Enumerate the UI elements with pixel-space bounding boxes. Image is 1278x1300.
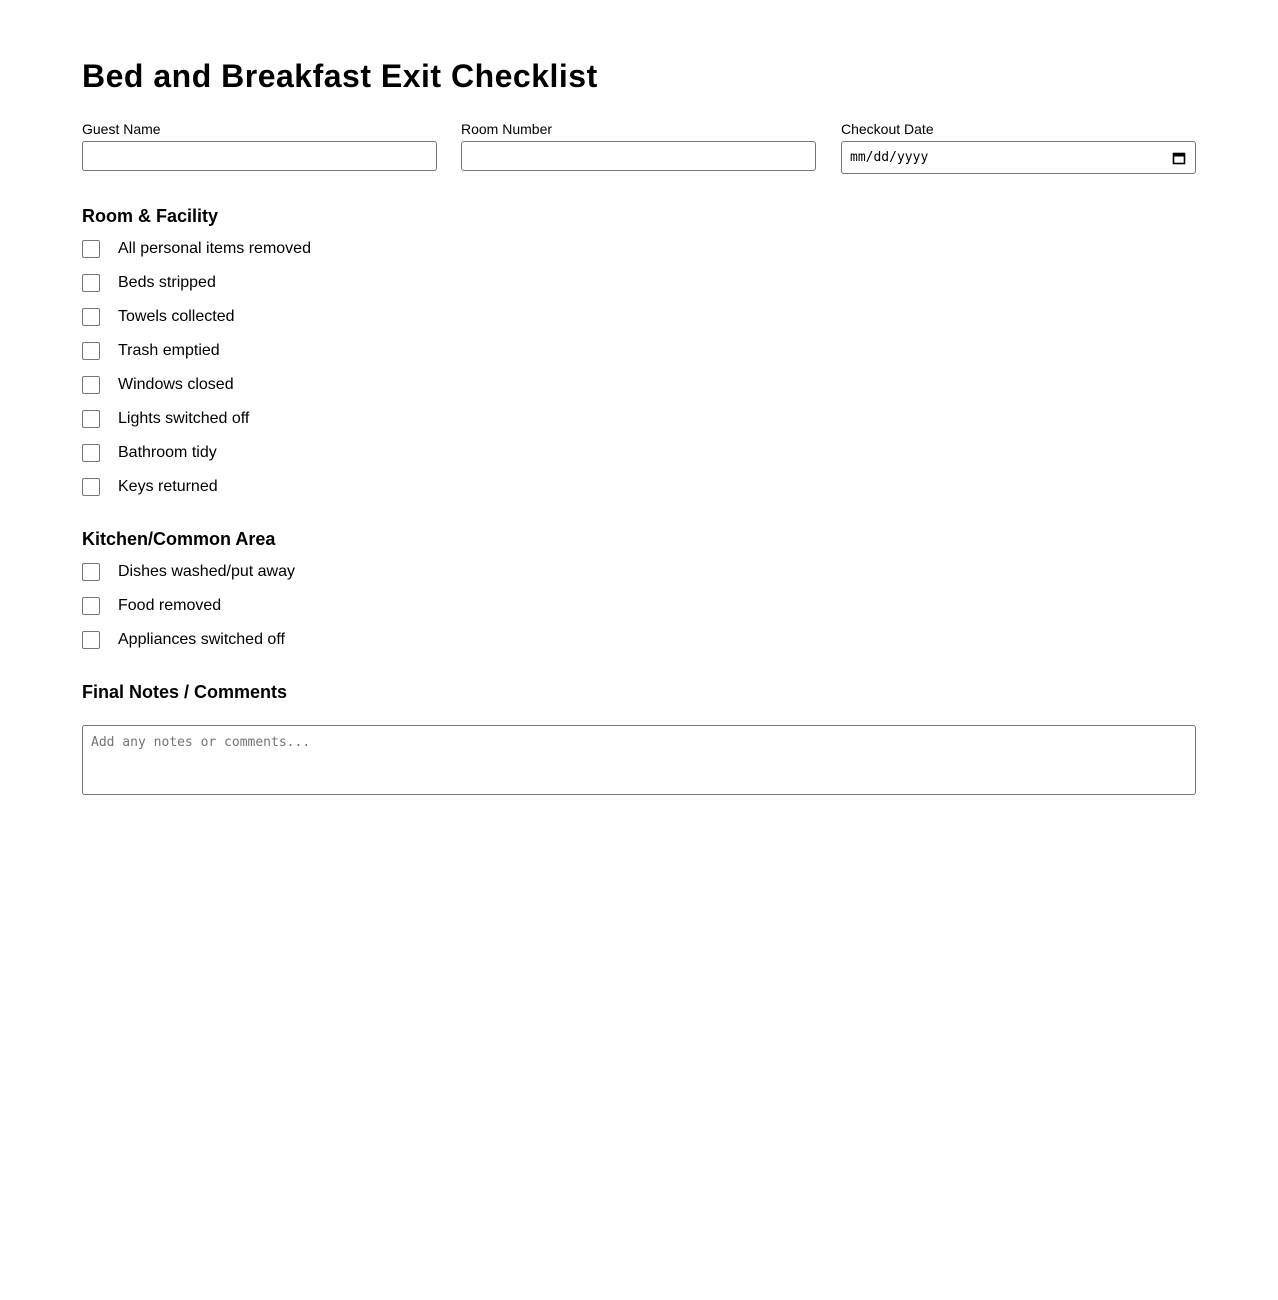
section-heading: Kitchen/Common Area	[82, 529, 276, 549]
checkbox[interactable]	[82, 444, 100, 462]
checklist-item-label: Appliances switched off	[118, 631, 285, 648]
checklist-item[interactable]	[82, 629, 285, 651]
checkbox[interactable]	[82, 376, 100, 394]
checklist-item-label: Windows closed	[118, 376, 234, 393]
guest-name-field	[82, 121, 437, 171]
notes-placeholder: Add any notes or comments...	[91, 735, 311, 750]
checklist-item[interactable]	[82, 442, 217, 464]
checklist-item[interactable]	[82, 238, 311, 260]
checkbox[interactable]	[82, 308, 100, 326]
checkbox[interactable]	[82, 597, 100, 615]
checklist-item-label: Trash emptied	[118, 342, 220, 359]
room-number-field	[461, 121, 816, 171]
checkbox[interactable]	[82, 342, 100, 360]
checklist-item[interactable]	[82, 561, 295, 583]
checklist-item-label: Keys returned	[118, 478, 218, 495]
room-number-label: Room Number	[461, 121, 553, 137]
checkbox[interactable]	[82, 478, 100, 496]
notes-heading: Final Notes / Comments	[82, 682, 288, 702]
checklist-item-label: Towels collected	[118, 308, 235, 325]
checklist-item[interactable]	[82, 476, 218, 498]
checkout-date-input[interactable]	[841, 141, 1196, 174]
section-heading: Room & Facility	[82, 206, 219, 226]
checklist-item-label: Lights switched off	[118, 410, 250, 427]
room-number-input[interactable]	[461, 141, 816, 171]
checkout-date-field	[841, 121, 1196, 174]
calendar-icon[interactable]	[1172, 151, 1186, 165]
checkbox[interactable]	[82, 631, 100, 649]
checklist-item[interactable]	[82, 408, 249, 430]
page-title: Bed and Breakfast Exit Checklist	[82, 58, 598, 94]
checkbox[interactable]	[82, 274, 100, 292]
checkbox[interactable]	[82, 410, 100, 428]
checklist-item[interactable]	[82, 306, 235, 328]
checklist-item[interactable]	[82, 340, 220, 362]
checklist-item-label: Bathroom tidy	[118, 444, 217, 461]
checkbox[interactable]	[82, 240, 100, 258]
checklist-item[interactable]	[82, 272, 216, 294]
guest-name-input[interactable]	[82, 141, 437, 171]
checklist-item-label: Food removed	[118, 597, 222, 614]
checkout-date-label: Checkout Date	[841, 121, 934, 137]
checklist-item[interactable]	[82, 374, 234, 396]
checkbox[interactable]	[82, 563, 100, 581]
notes-textarea[interactable]	[82, 725, 1196, 795]
checklist-item-label: Beds stripped	[118, 274, 216, 291]
guest-name-label: Guest Name	[82, 121, 161, 137]
checklist-item-label: All personal items removed	[118, 240, 311, 257]
date-placeholder: mm/dd/yyyy	[850, 150, 929, 165]
checklist-item[interactable]	[82, 595, 221, 617]
checklist-item-label: Dishes washed/put away	[118, 563, 295, 580]
